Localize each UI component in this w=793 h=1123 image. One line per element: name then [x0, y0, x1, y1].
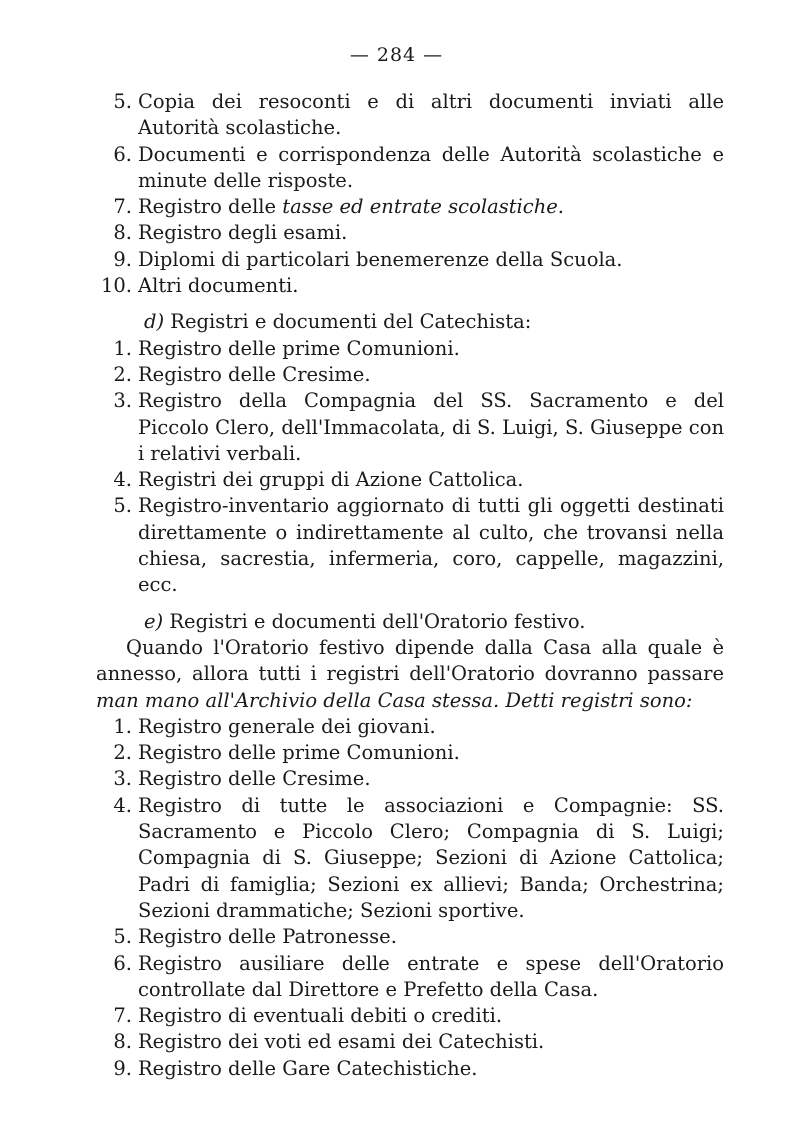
- list-item: [96, 766, 724, 792]
- item-number: 8.: [113, 1030, 132, 1054]
- item-number: 10.: [100, 274, 132, 298]
- paragraph-plain: Quando l'Oratorio festivo dipende dalla Casa alla quale è annesso, allora tutti i registri dell'Oratorio dovranno passare: [96, 635, 724, 686]
- item-text: Registro di eventuali debiti o crediti.: [138, 1004, 503, 1028]
- item-text: Registro delle prime Comunioni.: [138, 741, 460, 765]
- list-item: [96, 924, 724, 950]
- list-section-d: [96, 336, 724, 599]
- item-text-plain: Registro delle: [138, 195, 283, 219]
- list-section-e: [96, 714, 724, 1082]
- list-item: [96, 89, 724, 142]
- list-item: [96, 273, 724, 299]
- item-text: Altri documenti.: [138, 274, 299, 298]
- section-heading-e: [96, 609, 724, 635]
- list-item: [96, 951, 724, 1004]
- list-item: [96, 220, 724, 246]
- list-item: [96, 493, 724, 598]
- section-letter: e): [144, 609, 164, 633]
- list-item: [96, 740, 724, 766]
- item-number: 6.: [113, 142, 132, 166]
- item-number: 3.: [113, 389, 132, 413]
- item-text: Registro della Compagnia del SS. Sacramento e del Piccolo Clero, dell'Immacolata, di S. Luigi, S. Giuseppe con i relativi verbali.: [138, 389, 724, 465]
- item-text: Registro degli esami.: [138, 221, 348, 245]
- item-number: 5.: [113, 90, 132, 113]
- item-text: Diplomi di particolari benemerenze della Scuola.: [138, 247, 623, 271]
- list-item: [96, 142, 724, 195]
- item-text: [138, 194, 724, 220]
- section-heading-d: [96, 309, 724, 335]
- item-number: 1.: [113, 714, 132, 738]
- list-item: [96, 362, 724, 388]
- list-item: [96, 793, 724, 924]
- list-section-c: [96, 89, 724, 299]
- section-title: Registri e documenti del Catechista:: [164, 310, 532, 334]
- item-number: 3.: [113, 767, 132, 791]
- item-number: 8.: [113, 221, 132, 245]
- list-item: [96, 467, 724, 493]
- item-text: Registro ausiliare delle entrate e spese dell'Oratorio controllate dal Direttore e Prefetto della Casa.: [138, 951, 724, 1001]
- item-text: Copia dei resoconti e di altri documenti inviati alle Autorità scolastiche.: [138, 90, 724, 140]
- item-number: 7.: [113, 1004, 132, 1028]
- list-item: [96, 194, 724, 220]
- item-number: 2.: [113, 362, 132, 386]
- item-number: 9.: [113, 247, 132, 271]
- item-text: Documenti e corrispondenza delle Autorità scolastiche e minute delle risposte.: [138, 142, 724, 192]
- list-item: [96, 1003, 724, 1029]
- item-number: 6.: [113, 951, 132, 975]
- list-item: [96, 388, 724, 467]
- item-text: Registro delle Cresime.: [138, 767, 371, 791]
- list-item: [96, 1029, 724, 1055]
- section-e-paragraph: [96, 635, 724, 714]
- item-number: 7.: [113, 195, 132, 219]
- item-text: Registro delle Patronesse.: [138, 925, 397, 949]
- list-item: [96, 247, 724, 273]
- item-number: 5.: [113, 925, 132, 949]
- item-number: 9.: [113, 1056, 132, 1080]
- list-item: [96, 336, 724, 362]
- list-item: [96, 714, 724, 740]
- item-text: Registro di tutte le associazioni e Compagnie: SS. Sacramento e Piccolo Clero; Compagnia di S. Luigi; Compagnia di S. Giuseppe; Sezioni di Azione Cattolica; Padri di famiglia; Sezioni ex allievi; Banda; Orchestrina; Sezioni drammatiche; Sezioni sportive.: [138, 793, 724, 922]
- page-content: [96, 89, 724, 1082]
- item-number: 5.: [113, 494, 132, 518]
- item-text-italic: tasse ed entrate scolastiche.: [282, 195, 565, 219]
- section-title: Registri e documenti dell'Oratorio festivo.: [163, 609, 586, 633]
- page-number: — 284 —: [349, 44, 444, 66]
- item-text: Registro-inventario aggiornato di tutti gli oggetti destinati direttamente o indirettamente al culto, che trovansi nella chiesa, sacrestia, infermeria, coro, cappelle, magazzini, ecc.: [138, 494, 724, 597]
- item-number: 2.: [113, 741, 132, 765]
- item-text: Registro delle prime Comunioni.: [138, 336, 460, 360]
- item-number: 4.: [113, 793, 132, 817]
- item-text: Registro generale dei giovani.: [138, 714, 436, 738]
- item-number: 4.: [113, 468, 132, 492]
- paragraph-italic: man mano all'Archivio della Casa stessa. Detti registri sono:: [96, 688, 693, 712]
- item-number: 1.: [113, 336, 132, 360]
- item-text: Registro dei voti ed esami dei Catechisti.: [138, 1030, 545, 1054]
- section-letter: d): [144, 310, 165, 334]
- item-text: Registri dei gruppi di Azione Cattolica.: [138, 468, 524, 492]
- item-text: Registro delle Gare Catechistiche.: [138, 1056, 478, 1080]
- list-item: [96, 1056, 724, 1082]
- item-text: Registro delle Cresime.: [138, 362, 371, 386]
